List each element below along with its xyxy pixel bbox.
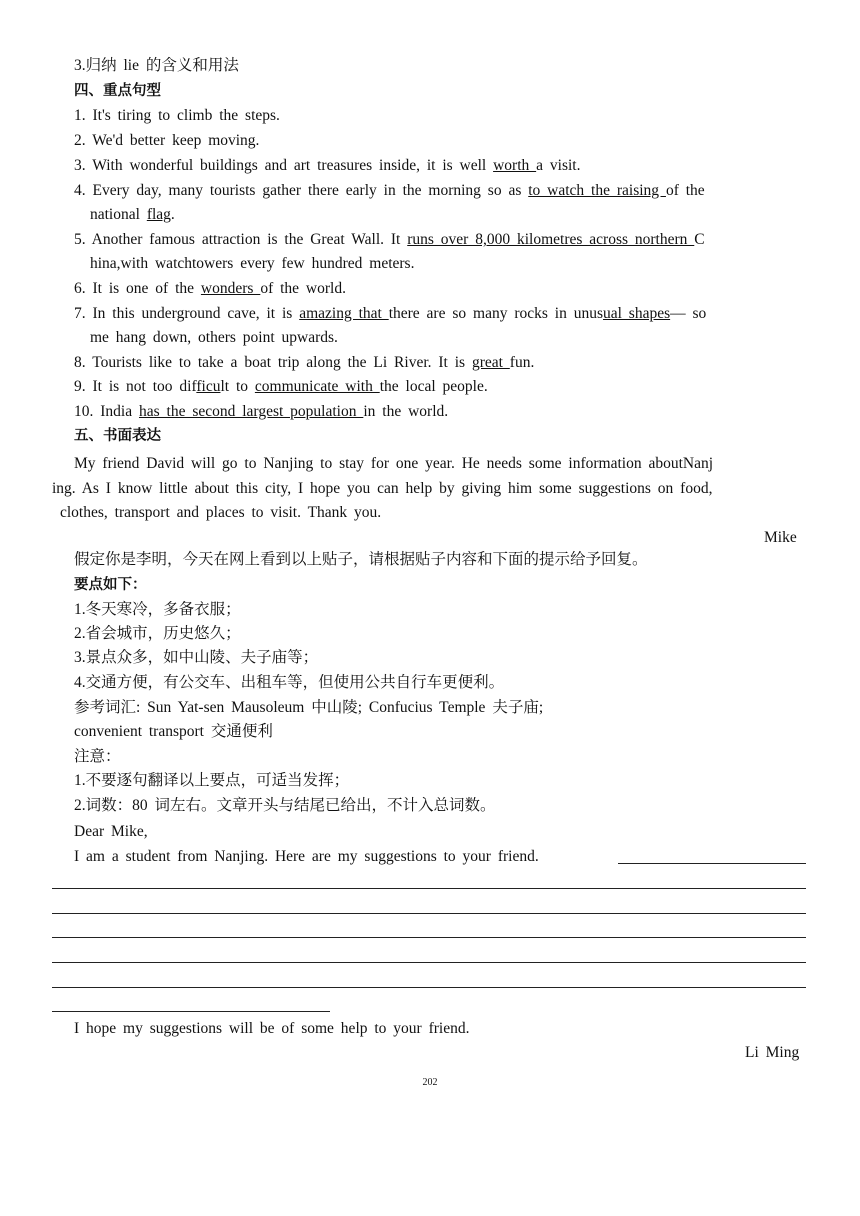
sentence-5: 5. Another famous attraction is the Great Wall. It runs over 8,000 kilometres across northern C — [74, 231, 705, 248]
post-signature: Mike — [764, 529, 797, 546]
sentence-8: 8. Tourists like to take a boat trip along the Li River. It is great fun. — [74, 354, 535, 371]
sentence-7: 7. In this underground cave, it is amazing that there are so many rocks in unusual shapes— so — [74, 305, 707, 322]
point-3: 3.景点众多，如中山陵、夫子庙等； — [74, 649, 319, 666]
closing-signature: Li Ming — [745, 1044, 800, 1061]
note-1: 1.不要逐句翻译以上要点，可适当发挥； — [74, 772, 350, 789]
vocab-line-1: 参考词汇: Sun Yat-sen Mausoleum 中山陵; Confucius Temple 夫子庙; — [74, 699, 544, 716]
note-2: 2.词数：80 词左右。文章开头与结尾已给出，不计入总词数。 — [74, 797, 496, 814]
writing-line[interactable] — [618, 863, 806, 864]
writing-line[interactable] — [52, 1011, 330, 1012]
task-instruction: 假定你是李明，今天在网上看到以上贴子，请根据贴子内容和下面的提示给予回复。 — [74, 551, 648, 568]
sentence-6: 6. It is one of the wonders of the world. — [74, 280, 346, 297]
post-line-3: clothes, transport and places to visit. Thank you. — [60, 504, 382, 521]
sentence-2: 2. We'd better keep moving. — [74, 132, 260, 149]
point-1: 1.冬天寒冷，多备衣服； — [74, 601, 241, 618]
writing-line[interactable] — [52, 888, 806, 889]
sentence-4-cont: national flag. — [90, 206, 175, 223]
sentence-1: 1. It's tiring to climb the steps. — [74, 107, 280, 124]
post-line-1: My friend David will go to Nanjing to stay for one year. He needs some information aboutNanj — [74, 455, 714, 472]
writing-line[interactable] — [52, 937, 806, 938]
writing-line[interactable] — [52, 913, 806, 914]
section5-heading: 五、书面表达 — [74, 428, 161, 444]
post-line-2: ing. As I know little about this city, I hope you can help by giving him some suggestions on food, — [52, 480, 713, 497]
closing-sentence: I hope my suggestions will be of some help to your friend. — [74, 1020, 470, 1037]
note-heading: 注意： — [74, 748, 121, 765]
writing-line[interactable] — [52, 987, 806, 988]
sentence-9: 9. It is not too difficult to communicate with the local people. — [74, 378, 488, 395]
section3-item: 3.归纳 lie 的含义和用法 — [74, 57, 239, 74]
sentence-10: 10. India has the second largest population in the world. — [74, 403, 449, 420]
sentence-7-cont: me hang down, others point upwards. — [90, 329, 338, 346]
point-4: 4.交通方便，有公交车、出租车等，但使用公共自行车更便利。 — [74, 674, 505, 691]
section4-heading: 四、重点句型 — [74, 83, 161, 99]
sentence-4: 4. Every day, many tourists gather there early in the morning so as to watch the raising of the — [74, 182, 705, 199]
page-number: 202 — [422, 1077, 438, 1088]
writing-line[interactable] — [52, 962, 806, 963]
salutation: Dear Mike, — [74, 823, 148, 840]
sentence-5-cont: hina,with watchtowers every few hundred meters. — [90, 255, 415, 272]
point-2: 2.省会城市，历史悠久； — [74, 625, 241, 642]
vocab-line-2: convenient transport 交通便利 — [74, 723, 273, 740]
points-heading: 要点如下： — [74, 577, 147, 593]
opening-sentence: I am a student from Nanjing. Here are my suggestions to your friend. — [74, 848, 539, 865]
sentence-3: 3. With wonderful buildings and art treasures inside, it is well worth a visit. — [74, 157, 581, 174]
